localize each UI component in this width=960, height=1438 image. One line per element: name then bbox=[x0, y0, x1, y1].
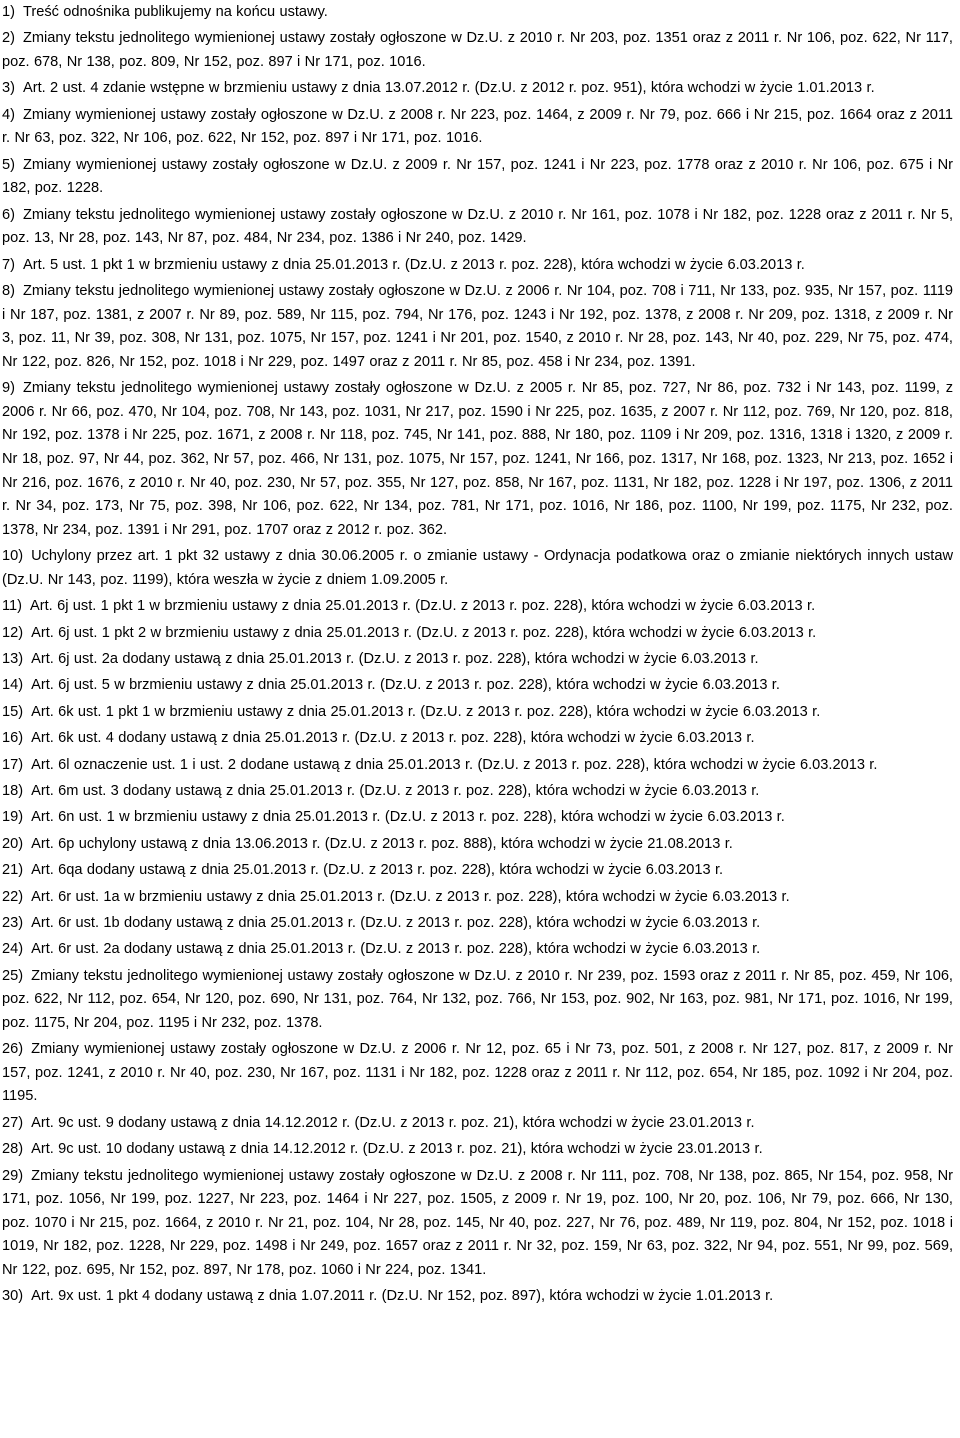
footnote-text: Uchylony przez art. 1 pkt 32 ustawy z dnia 30.06.2005 r. o zmianie ustawy - Ordynacja podatkowa oraz o zmianie niektórych innych ustaw (Dz.U. Nr 143, poz. 1199), która weszła w życie z dniem 1.09.2005 r. bbox=[2, 548, 953, 588]
footnote-number: 4) bbox=[2, 106, 15, 123]
footnote-number: 3) bbox=[2, 80, 15, 97]
footnote-text: Art. 2 ust. 4 zdanie wstępne w brzmieniu ustawy z dnia 13.07.2012 r. (Dz.U. z 2012 r. poz. 951), która wchodzi w życie 1.01.2013 r. bbox=[22, 80, 875, 97]
footnote-6 bbox=[2, 204, 953, 251]
footnote-number: 14) bbox=[2, 677, 24, 694]
footnote-7 bbox=[2, 254, 953, 278]
footnote-23 bbox=[2, 912, 953, 936]
footnote-number: 9) bbox=[2, 380, 15, 397]
footnote-text: Art. 6k ust. 1 pkt 1 w brzmieniu ustawy z dnia 25.01.2013 r. (Dz.U. z 2013 r. poz. 228), która wchodzi w życie 6.03.2013 r. bbox=[31, 703, 821, 720]
footnote-number: 10) bbox=[2, 548, 24, 565]
footnote-8 bbox=[2, 280, 953, 374]
footnote-18 bbox=[2, 780, 953, 804]
footnote-number: 22) bbox=[2, 888, 24, 905]
footnote-text: Art. 6m ust. 3 dodany ustawą z dnia 25.01.2013 r. (Dz.U. z 2013 r. poz. 228), która wchodzi w życie 6.03.2013 r. bbox=[31, 782, 760, 799]
footnote-text: Art. 6k ust. 4 dodany ustawą z dnia 25.01.2013 r. (Dz.U. z 2013 r. poz. 228), która wchodzi w życie 6.03.2013 r. bbox=[31, 730, 755, 747]
footnote-number: 6) bbox=[2, 206, 15, 223]
footnote-14 bbox=[2, 674, 953, 698]
footnote-1 bbox=[2, 1, 953, 25]
footnote-number: 29) bbox=[2, 1167, 24, 1184]
footnote-15 bbox=[2, 701, 953, 725]
footnote-21 bbox=[2, 859, 953, 883]
footnote-text: Art. 9c ust. 9 dodany ustawą z dnia 14.12.2012 r. (Dz.U. z 2013 r. poz. 21), która wchodzi w życie 23.01.2013 r. bbox=[31, 1114, 755, 1131]
footnote-17 bbox=[2, 754, 953, 778]
footnote-text: Art. 6l oznaczenie ust. 1 i ust. 2 dodane ustawą z dnia 25.01.2013 r. (Dz.U. z 2013 r. poz. 228), która wchodzi w życie 6.03.2013 r. bbox=[31, 756, 878, 773]
footnote-text: Zmiany tekstu jednolitego wymienionej ustawy zostały ogłoszone w Dz.U. z 2010 r. Nr 161, poz. 1078 i Nr 182, poz. 1228 oraz z 2011 r. Nr 5, poz. 13, Nr 28, poz. 143, Nr 87, poz. 484, Nr 234, poz. 1386 i Nr 240, poz. 1429. bbox=[2, 206, 953, 247]
footnote-text: Art. 6j ust. 5 w brzmieniu ustawy z dnia 25.01.2013 r. (Dz.U. z 2013 r. poz. 228), która wchodzi w życie 6.03.2013 r. bbox=[31, 677, 780, 694]
footnote-12 bbox=[2, 622, 953, 646]
footnote-number: 28) bbox=[2, 1141, 24, 1158]
footnote-16 bbox=[2, 727, 953, 751]
footnote-number: 11) bbox=[2, 598, 23, 615]
footnote-30 bbox=[2, 1285, 953, 1309]
footnote-19 bbox=[2, 806, 953, 830]
footnotes-page bbox=[2, 1, 953, 1312]
footnote-text: Art. 6j ust. 1 pkt 2 w brzmieniu ustawy z dnia 25.01.2013 r. (Dz.U. z 2013 r. poz. 228), która wchodzi w życie 6.03.2013 r. bbox=[31, 624, 817, 641]
footnote-text: Zmiany wymienionej ustawy zostały ogłoszone w Dz.U. z 2009 r. Nr 157, poz. 1241 i Nr 223, poz. 1778 oraz z 2010 r. Nr 106, poz. 675 i Nr 182, poz. 1228. bbox=[2, 156, 953, 197]
footnote-text: Art. 5 ust. 1 pkt 1 w brzmieniu ustawy z dnia 25.01.2013 r. (Dz.U. z 2013 r. poz. 228), która wchodzi w życie 6.03.2013 r. bbox=[22, 256, 805, 273]
footnote-number: 23) bbox=[2, 914, 24, 931]
footnote-text: Zmiany tekstu jednolitego wymienionej ustawy zostały ogłoszone w Dz.U. z 2005 r. Nr 85, poz. 727, Nr 86, poz. 732 i Nr 143, poz. 1199, z 2006 r. Nr 66, poz. 470, Nr 104, poz. 708, Nr 143, poz. 1031, Nr 217, poz. 1590 i Nr 225, poz. 1635, z 2007 r. Nr 112, poz. 769, Nr 120, poz. 818, Nr 192, poz. 1378 i Nr 225, poz. 1671, z 2008 r. Nr 118, poz. 745, Nr 141, poz. 888, Nr 180, poz. 1109 i Nr 209, poz. 1316, 1318 i 1320, z 2009 r. Nr 18, poz. 97, Nr 44, poz. 362, Nr 57, poz. 466, Nr 131, poz. 1075, Nr 157, poz. 1241, Nr 166, poz. 1317, Nr 168, poz. 1323, Nr 213, poz. 1652 i Nr 216, poz. 1676, z 2010 r. Nr 40, poz. 230, Nr 57, poz. 355, Nr 127, poz. 858, Nr 167, poz. 1131, Nr 182, poz. 1228 i Nr 197, poz. 1306, z 2011 r. Nr 34, poz. 173, Nr 75, poz. 398, Nr 106, poz. 622, Nr 134, poz. 781, Nr 171, poz. 1016, Nr 186, poz. 1100, Nr 199, poz. 1175, Nr 232, poz. 1378, Nr 234, poz. 1391 i Nr 291, poz. 1707 oraz z 2012 r. poz. 362. bbox=[2, 380, 953, 538]
footnote-5 bbox=[2, 154, 953, 201]
footnote-text: Zmiany tekstu jednolitego wymienionej ustawy zostały ogłoszone w Dz.U. z 2006 r. Nr 104, poz. 708 i 711, Nr 133, poz. 935, Nr 157, poz. 1119 i Nr 187, poz. 1381, z 2007 r. Nr 89, poz. 589, Nr 115, poz. 794, Nr 176, poz. 1243 i Nr 192, poz. 1378, z 2008 r. Nr 209, poz. 1318, z 2009 r. Nr 3, poz. 11, Nr 39, poz. 308, Nr 131, poz. 1075, Nr 157, poz. 1241 i Nr 201, poz. 1540, z 2010 r. Nr 28, poz. 143, Nr 40, poz. 229, Nr 75, poz. 474, Nr 122, poz. 826, Nr 152, poz. 1018 i Nr 229, poz. 1497 oraz z 2011 r. Nr 85, poz. 458 i Nr 234, poz. 1391. bbox=[2, 283, 953, 370]
footnote-text: Art. 6p uchylony ustawą z dnia 13.06.2013 r. (Dz.U. z 2013 r. poz. 888), która wchodzi w życie 21.08.2013 r. bbox=[31, 835, 733, 852]
footnote-number: 2) bbox=[2, 30, 15, 47]
footnote-number: 30) bbox=[2, 1288, 24, 1305]
footnote-2 bbox=[2, 27, 953, 74]
footnote-28 bbox=[2, 1138, 953, 1162]
footnote-number: 15) bbox=[2, 703, 24, 720]
footnote-number: 26) bbox=[2, 1041, 24, 1058]
footnote-number: 24) bbox=[2, 941, 24, 958]
footnote-number: 1) bbox=[2, 4, 15, 20]
footnote-number: 21) bbox=[2, 862, 24, 879]
footnote-text: Art. 6n ust. 1 w brzmieniu ustawy z dnia 25.01.2013 r. (Dz.U. z 2013 r. poz. 228), która wchodzi w życie 6.03.2013 r. bbox=[31, 809, 785, 826]
footnote-number: 5) bbox=[2, 156, 15, 173]
footnote-26 bbox=[2, 1038, 953, 1109]
footnote-text: Zmiany wymienionej ustawy zostały ogłoszone w Dz.U. z 2008 r. Nr 223, poz. 1464, z 2009 r. Nr 79, poz. 666 i Nr 215, poz. 1664 oraz z 2011 r. Nr 63, poz. 322, Nr 106, poz. 622, Nr 152, poz. 897 i Nr 171, poz. 1016. bbox=[2, 106, 953, 147]
footnote-number: 20) bbox=[2, 835, 24, 852]
footnote-number: 27) bbox=[2, 1114, 24, 1131]
footnote-number: 7) bbox=[2, 256, 15, 273]
footnote-text: Art. 6r ust. 2a dodany ustawą z dnia 25.01.2013 r. (Dz.U. z 2013 r. poz. 228), która wchodzi w życie 6.03.2013 r. bbox=[31, 941, 761, 958]
footnote-text: Art. 6j ust. 1 pkt 1 w brzmieniu ustawy z dnia 25.01.2013 r. (Dz.U. z 2013 r. poz. 228), która wchodzi w życie 6.03.2013 r. bbox=[30, 598, 816, 615]
footnote-number: 12) bbox=[2, 624, 24, 641]
footnote-text: Art. 9c ust. 10 dodany ustawą z dnia 14.12.2012 r. (Dz.U. z 2013 r. poz. 21), która wchodzi w życie 23.01.2013 r. bbox=[31, 1141, 763, 1158]
footnote-number: 8) bbox=[2, 283, 15, 300]
footnote-11 bbox=[2, 595, 953, 619]
footnote-29 bbox=[2, 1165, 953, 1283]
footnote-number: 16) bbox=[2, 730, 24, 747]
footnote-13 bbox=[2, 648, 953, 672]
footnote-text: Art. 9x ust. 1 pkt 4 dodany ustawą z dnia 1.07.2011 r. (Dz.U. Nr 152, poz. 897), która wchodzi w życie 1.01.2013 r. bbox=[31, 1288, 774, 1305]
footnote-text: Treść odnośnika publikujemy na końcu ustawy. bbox=[22, 4, 328, 20]
footnote-10 bbox=[2, 545, 953, 592]
footnote-text: Art. 6qa dodany ustawą z dnia 25.01.2013 r. (Dz.U. z 2013 r. poz. 228), która wchodzi w życie 6.03.2013 r. bbox=[31, 862, 724, 879]
footnote-text: Art. 6r ust. 1b dodany ustawą z dnia 25.01.2013 r. (Dz.U. z 2013 r. poz. 228), która wchodzi w życie 6.03.2013 r. bbox=[31, 914, 761, 931]
footnote-text: Zmiany tekstu jednolitego wymienionej ustawy zostały ogłoszone w Dz.U. z 2008 r. Nr 111, poz. 708, Nr 138, poz. 865, Nr 154, poz. 958, Nr 171, poz. 1056, Nr 199, poz. 1227, Nr 223, poz. 1464 i Nr 227, poz. 1505, z 2009 r. Nr 19, poz. 100, Nr 20, poz. 106, Nr 79, poz. 666, Nr 130, poz. 1070 i Nr 215, poz. 1664, z 2010 r. Nr 21, poz. 104, Nr 28, poz. 145, Nr 40, poz. 227, Nr 76, poz. 489, Nr 119, poz. 804, Nr 152, poz. 1018 i 1019, Nr 182, poz. 1228, Nr 229, poz. 1498 i Nr 249, poz. 1657 oraz z 2011 r. Nr 32, poz. 159, Nr 63, poz. 322, Nr 94, poz. 551, Nr 99, poz. 569, Nr 122, poz. 695, Nr 152, poz. 897, Nr 178, poz. 1060 i Nr 224, poz. 1341. bbox=[2, 1167, 953, 1278]
footnote-text: Art. 6r ust. 1a w brzmieniu ustawy z dnia 25.01.2013 r. (Dz.U. z 2013 r. poz. 228), która wchodzi w życie 6.03.2013 r. bbox=[31, 888, 790, 905]
footnote-27 bbox=[2, 1112, 953, 1136]
footnote-number: 17) bbox=[2, 756, 24, 773]
footnote-text: Art. 6j ust. 2a dodany ustawą z dnia 25.01.2013 r. (Dz.U. z 2013 r. poz. 228), która wchodzi w życie 6.03.2013 r. bbox=[31, 651, 759, 667]
footnote-number: 18) bbox=[2, 782, 24, 799]
footnote-22 bbox=[2, 886, 953, 910]
footnote-9 bbox=[2, 377, 953, 542]
footnote-text: Zmiany tekstu jednolitego wymienionej ustawy zostały ogłoszone w Dz.U. z 2010 r. Nr 203, poz. 1351 oraz z 2011 r. Nr 106, poz. 622, Nr 117, poz. 678, Nr 138, poz. 809, Nr 152, poz. 897 i Nr 171, poz. 1016. bbox=[2, 30, 953, 70]
footnote-text: Zmiany tekstu jednolitego wymienionej ustawy zostały ogłoszone w Dz.U. z 2010 r. Nr 239, poz. 1593 oraz z 2011 r. Nr 85, poz. 459, Nr 106, poz. 622, Nr 112, poz. 654, Nr 120, poz. 690, Nr 131, poz. 764, Nr 132, poz. 766, Nr 153, poz. 902, Nr 163, poz. 981, Nr 171, poz. 1016, Nr 199, poz. 1175, Nr 204, poz. 1195 i Nr 232, poz. 1378. bbox=[2, 967, 953, 1031]
footnote-number: 19) bbox=[2, 809, 24, 826]
footnote-24 bbox=[2, 938, 953, 962]
footnote-number: 25) bbox=[2, 967, 24, 984]
footnote-text: Zmiany wymienionej ustawy zostały ogłoszone w Dz.U. z 2006 r. Nr 12, poz. 65 i Nr 73, poz. 501, z 2008 r. Nr 127, poz. 817, z 2009 r. Nr 157, poz. 1241, z 2010 r. Nr 40, poz. 230, Nr 167, poz. 1131 i Nr 182, poz. 1228 oraz z 2011 r. Nr 112, poz. 654, Nr 185, poz. 1092 i Nr 204, poz. 1195. bbox=[2, 1041, 953, 1105]
footnote-4 bbox=[2, 104, 953, 151]
footnote-number: 13) bbox=[2, 651, 24, 667]
footnote-25 bbox=[2, 965, 953, 1036]
footnote-20 bbox=[2, 833, 953, 857]
footnote-3 bbox=[2, 77, 953, 101]
